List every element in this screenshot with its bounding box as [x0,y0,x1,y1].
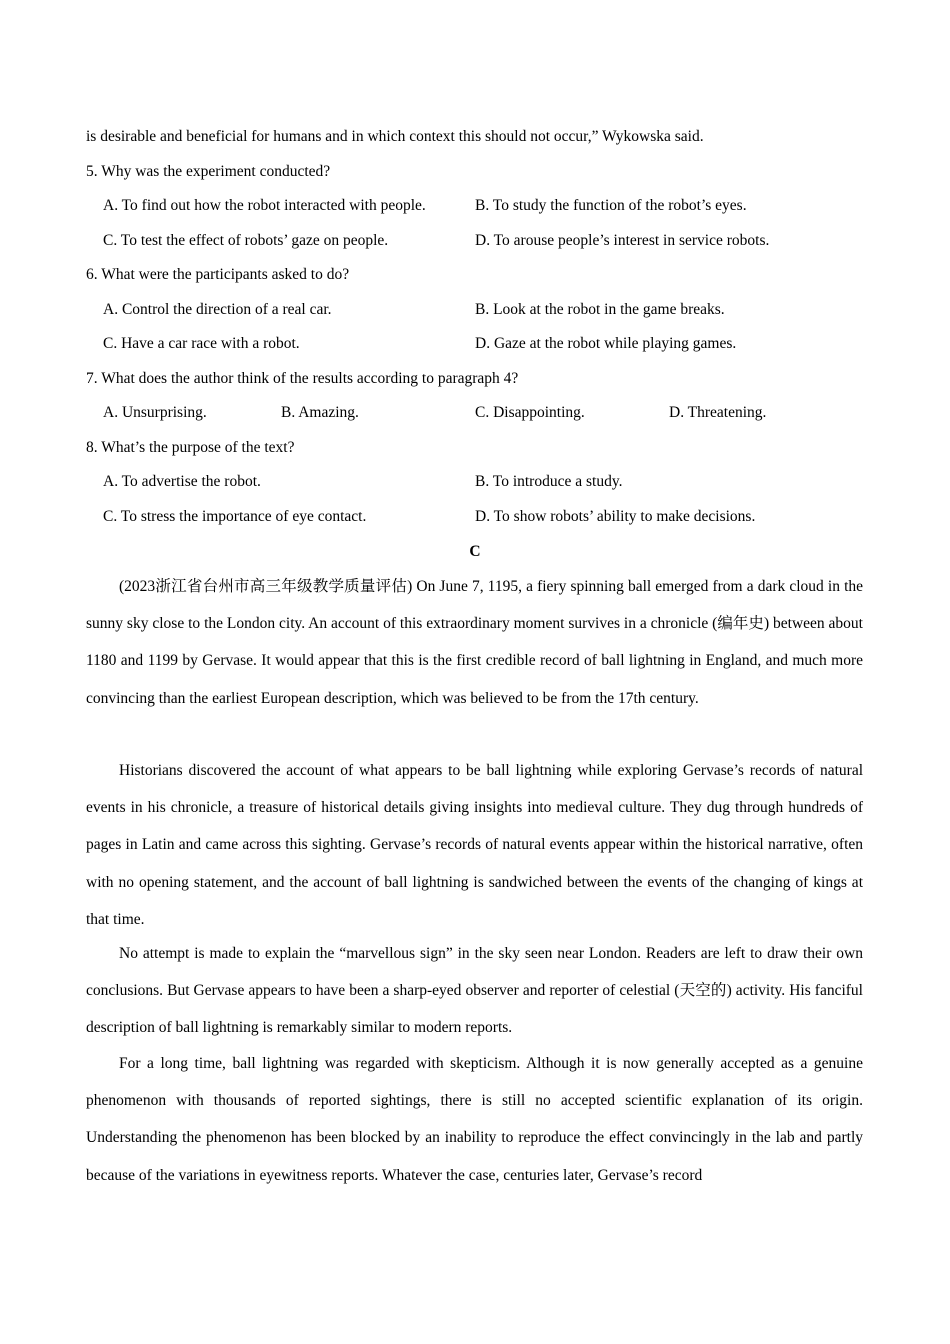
section-label: C [469,543,481,560]
question-6-stem: 6. What were the participants asked to do? [86,266,350,283]
intro-line: is desirable and beneficial for humans and in which context this should not occur,” Wykowska said. [86,128,704,145]
question-5-option-d: D. To arouse people’s interest in service robots. [475,232,770,249]
question-6-option-c: C. Have a car race with a robot. [103,335,300,352]
question-8-stem: 8. What’s the purpose of the text? [86,439,295,456]
question-8-option-b: B. To introduce a study. [475,473,623,490]
question-8-option-a: A. To advertise the robot. [103,473,261,490]
question-6-option-a: A. Control the direction of a real car. [103,301,332,318]
question-7-option-c: C. Disappointing. [475,404,585,421]
passage-paragraph-4: For a long time, ball lightning was regarded with skepticism. Although it is now generally accepted as a genuine phenomenon with thousands of reported sightings, there is still no accepted scientific explanation of its origin. Understanding the phenomenon has been blocked by an inability to reproduce the effect convincingly in the lab and partly because of the variations in eyewitness reports. Whatever the case, centuries later, Gervase’s record [86,1055,863,1184]
question-5-option-a: A. To find out how the robot interacted with people. [103,197,426,214]
question-6-option-d: D. Gaze at the robot while playing games. [475,335,737,352]
question-5-option-c: C. To test the effect of robots’ gaze on people. [103,232,389,249]
question-7-stem: 7. What does the author think of the results according to paragraph 4? [86,370,519,387]
question-5-option-b: B. To study the function of the robot’s eyes. [475,197,747,214]
passage-paragraph-3: No attempt is made to explain the “marvellous sign” in the sky seen near London. Readers are left to draw their own conclusions. But Gervase appears to have been a sharp-eyed observer and reporter of celestial (天空的) activity. His fanciful description of ball lightning is remarkably similar to modern reports. [86,945,863,1037]
question-6-option-b: B. Look at the robot in the game breaks. [475,301,725,318]
question-7-option-b: B. Amazing. [281,404,359,421]
passage-paragraph-2: Historians discovered the account of what appears to be ball lightning while exploring Gervase’s records of natural events in his chronicle, a treasure of historical details giving insights into medieval culture. They dug through hundreds of pages in Latin and came across this sighting. Gervase’s records of natural events appear within the historical narrative, often with no opening statement, and the account of ball lightning is sandwiched between the events of the changing of kings at that time. [86,762,863,928]
question-8-option-d: D. To show robots’ ability to make decisions. [475,508,756,525]
question-7-option-d: D. Threatening. [669,404,767,421]
passage-paragraph-1: (2023浙江省台州市高三年级教学质量评估) On June 7, 1195, a fiery spinning ball emerged from a dark cloud in the sunny sky close to the London city. An account of this extraordinary moment survives in a chronicle (编年史) between about 1180 and 1199 by Gervase. It would appear that this is the first credible record of ball lightning in England, and much more convincing than the earliest European description, which was believed to be from the 17th century. [86,578,863,707]
question-8-option-c: C. To stress the importance of eye contact. [103,508,367,525]
question-5-stem: 5. Why was the experiment conducted? [86,163,331,180]
question-7-option-a: A. Unsurprising. [103,404,207,421]
